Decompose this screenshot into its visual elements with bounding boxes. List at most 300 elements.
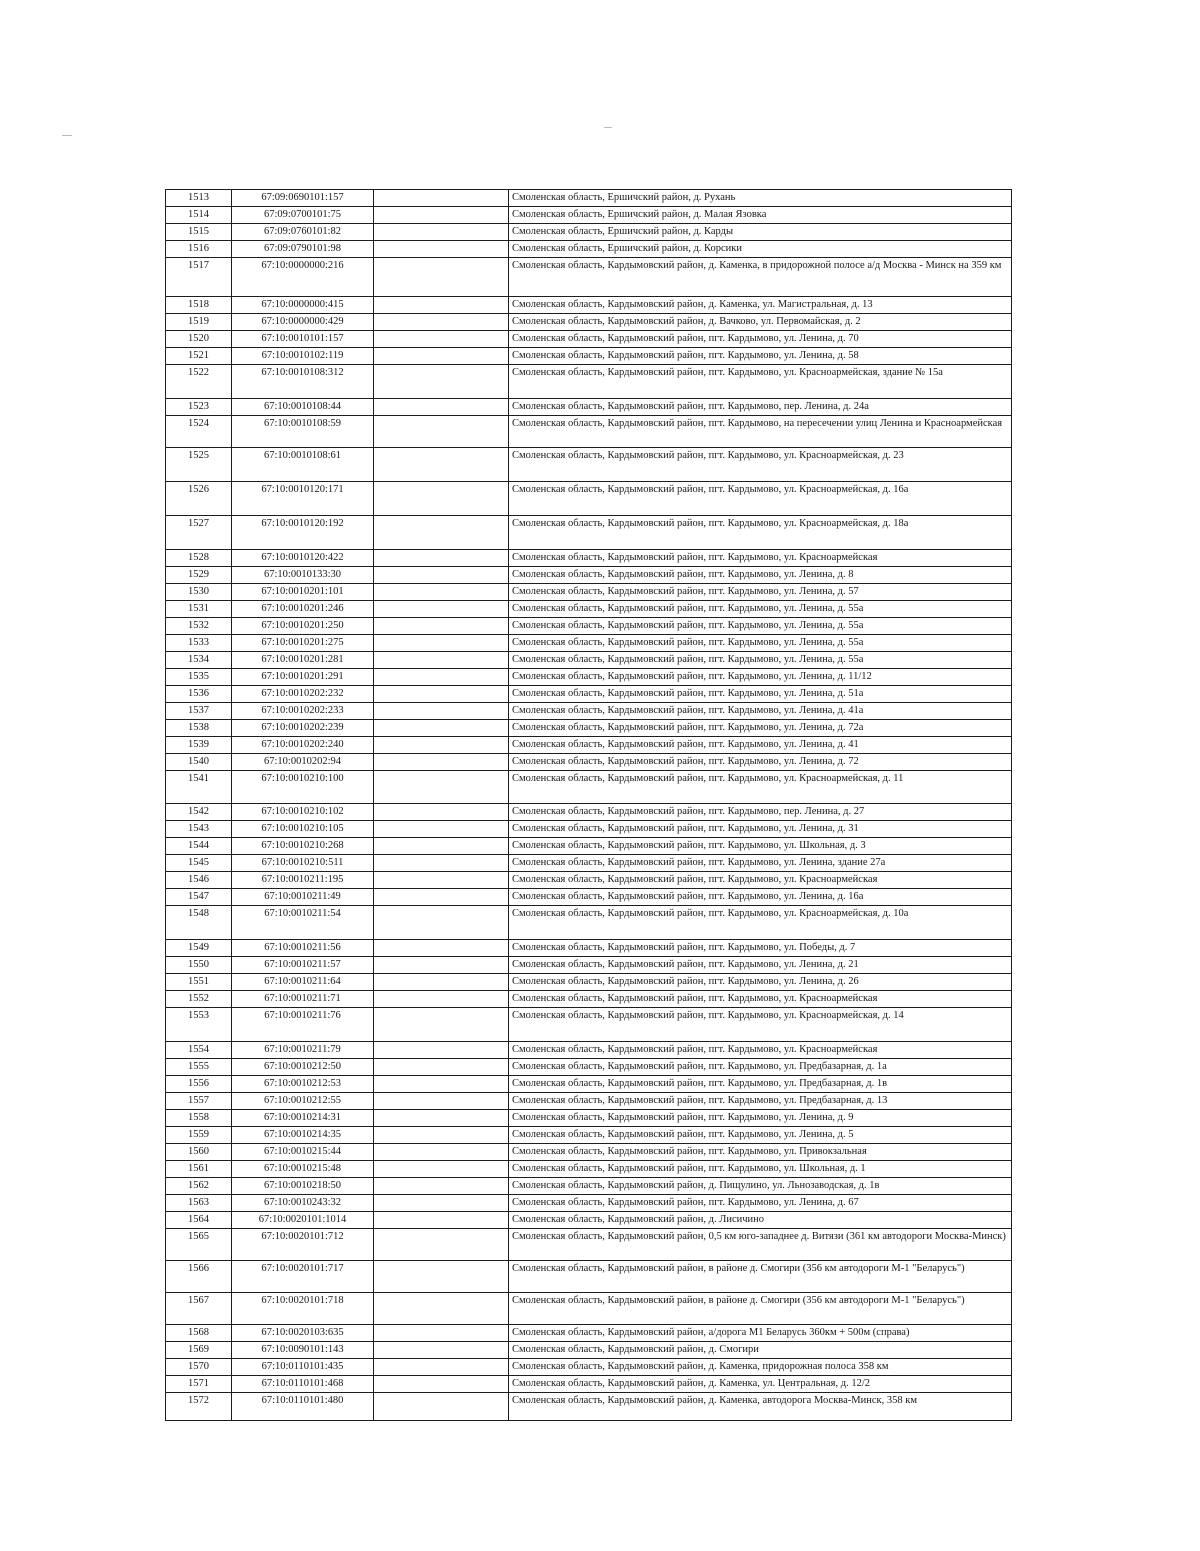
table-row: [166, 720, 1012, 737]
address-cell: Смоленская область, Кардымовский район, пгт. Кардымово, ул. Ленина, д. 55а: [509, 652, 1012, 669]
row-number-cell: 1559: [166, 1127, 232, 1144]
address-cell: Смоленская область, Кардымовский район, пгт. Кардымово, на пересечении улиц Ленина и Красноармейская: [509, 416, 1012, 448]
cadastral-number-cell: 67:10:0010108:59: [232, 416, 374, 448]
row-number-cell: 1522: [166, 365, 232, 399]
empty-cell: [374, 516, 509, 550]
cadastral-number-cell: 67:10:0010210:100: [232, 771, 374, 804]
address-cell: Смоленская область, Кардымовский район, пгт. Кардымово, ул. Красноармейская, д. 14: [509, 1008, 1012, 1042]
cadastral-number-cell: 67:10:0010201:250: [232, 618, 374, 635]
row-number-cell: 1557: [166, 1093, 232, 1110]
row-number-cell: 1567: [166, 1293, 232, 1325]
row-number-cell: 1520: [166, 331, 232, 348]
row-number-cell: 1550: [166, 957, 232, 974]
table-row: [166, 974, 1012, 991]
address-cell: Смоленская область, Кардымовский район, пгт. Кардымово, ул. Ленина, д. 67: [509, 1195, 1012, 1212]
cadastral-number-cell: 67:10:0010210:511: [232, 855, 374, 872]
row-number-cell: 1545: [166, 855, 232, 872]
address-cell: Смоленская область, Кардымовский район, пгт. Кардымово, ул. Предбазарная, д. 13: [509, 1093, 1012, 1110]
table-row: [166, 957, 1012, 974]
empty-cell: [374, 618, 509, 635]
empty-cell: [374, 1042, 509, 1059]
row-number-cell: 1526: [166, 482, 232, 516]
row-number-cell: 1554: [166, 1042, 232, 1059]
empty-cell: [374, 550, 509, 567]
empty-cell: [374, 1212, 509, 1229]
cadastral-number-cell: 67:10:0010211:49: [232, 889, 374, 906]
empty-cell: [374, 567, 509, 584]
table-row: [166, 1376, 1012, 1393]
empty-cell: [374, 838, 509, 855]
empty-cell: [374, 1229, 509, 1261]
address-cell: Смоленская область, Кардымовский район, пгт. Кардымово, ул. Привокзальная: [509, 1144, 1012, 1161]
table-row: [166, 771, 1012, 804]
address-cell: Смоленская область, Кардымовский район, пгт. Кардымово, ул. Красноармейская, д. 11: [509, 771, 1012, 804]
row-number-cell: 1544: [166, 838, 232, 855]
address-cell: Смоленская область, Кардымовский район, пгт. Кардымово, ул. Красноармейская: [509, 872, 1012, 889]
empty-cell: [374, 821, 509, 838]
table-row: [166, 190, 1012, 207]
empty-cell: [374, 872, 509, 889]
row-number-cell: 1551: [166, 974, 232, 991]
address-cell: Смоленская область, Кардымовский район, пгт. Кардымово, ул. Ленина, д. 26: [509, 974, 1012, 991]
cadastral-number-cell: 67:10:0010211:76: [232, 1008, 374, 1042]
row-number-cell: 1561: [166, 1161, 232, 1178]
row-number-cell: 1530: [166, 584, 232, 601]
table-row: [166, 635, 1012, 652]
address-cell: Смоленская область, Кардымовский район, пгт. Кардымово, ул. Красноармейская, здание № 15а: [509, 365, 1012, 399]
row-number-cell: 1566: [166, 1261, 232, 1293]
table-row: [166, 1393, 1012, 1421]
table-row: [166, 1093, 1012, 1110]
address-cell: Смоленская область, Кардымовский район, пгт. Кардымово, ул. Ленина, д. 9: [509, 1110, 1012, 1127]
cadastral-number-cell: 67:09:0700101:75: [232, 207, 374, 224]
table-row: [166, 1144, 1012, 1161]
row-number-cell: 1518: [166, 297, 232, 314]
table-row: [166, 224, 1012, 241]
cadastral-number-cell: 67:10:0000000:415: [232, 297, 374, 314]
address-cell: Смоленская область, Кардымовский район, д. Каменка, автодорога Москва-Минск, 358 км: [509, 1393, 1012, 1421]
table-row: [166, 991, 1012, 1008]
cadastral-number-cell: 67:10:0010202:233: [232, 703, 374, 720]
registry-table: [165, 189, 1012, 1421]
address-cell: Смоленская область, Кардымовский район, пгт. Кардымово, ул. Ленина, д. 72а: [509, 720, 1012, 737]
address-cell: Смоленская область, Ершичский район, д. Карды: [509, 224, 1012, 241]
row-number-cell: 1524: [166, 416, 232, 448]
table-row: [166, 838, 1012, 855]
address-cell: Смоленская область, Кардымовский район, пгт. Кардымово, пер. Ленина, д. 24а: [509, 399, 1012, 416]
cadastral-number-cell: 67:10:0020101:712: [232, 1229, 374, 1261]
row-number-cell: 1529: [166, 567, 232, 584]
table-row: [166, 1042, 1012, 1059]
table-row: [166, 872, 1012, 889]
cadastral-number-cell: 67:10:0010211:56: [232, 940, 374, 957]
empty-cell: [374, 1359, 509, 1376]
empty-cell: [374, 584, 509, 601]
table-row: [166, 1229, 1012, 1261]
empty-cell: [374, 1293, 509, 1325]
cadastral-number-cell: 67:10:0010201:275: [232, 635, 374, 652]
row-number-cell: 1525: [166, 448, 232, 482]
address-cell: Смоленская область, Кардымовский район, пгт. Кардымово, ул. Ленина, д. 72: [509, 754, 1012, 771]
address-cell: Смоленская область, Кардымовский район, пгт. Кардымово, ул. Ленина, д. 58: [509, 348, 1012, 365]
address-cell: Смоленская область, Кардымовский район, пгт. Кардымово, ул. Ленина, д. 41: [509, 737, 1012, 754]
empty-cell: [374, 1261, 509, 1293]
table-row: [166, 754, 1012, 771]
address-cell: Смоленская область, Кардымовский район, д. Каменка, ул. Магистральная, д. 13: [509, 297, 1012, 314]
table-row: [166, 804, 1012, 821]
empty-cell: [374, 1110, 509, 1127]
empty-cell: [374, 635, 509, 652]
address-cell: Смоленская область, Кардымовский район, пгт. Кардымово, ул. Школьная, д. 1: [509, 1161, 1012, 1178]
cadastral-number-cell: 67:10:0010212:53: [232, 1076, 374, 1093]
empty-cell: [374, 365, 509, 399]
address-cell: Смоленская область, Кардымовский район, пгт. Кардымово, ул. Ленина, здание 27а: [509, 855, 1012, 872]
cadastral-number-cell: 67:10:0010120:422: [232, 550, 374, 567]
table-row: [166, 1008, 1012, 1042]
empty-cell: [374, 720, 509, 737]
cadastral-number-cell: 67:10:0000000:429: [232, 314, 374, 331]
table-row: [166, 297, 1012, 314]
row-number-cell: 1536: [166, 686, 232, 703]
table-row: [166, 1325, 1012, 1342]
row-number-cell: 1556: [166, 1076, 232, 1093]
table-row: [166, 399, 1012, 416]
empty-cell: [374, 297, 509, 314]
table-row: [166, 686, 1012, 703]
address-cell: Смоленская область, Кардымовский район, пгт. Кардымово, ул. Красноармейская: [509, 550, 1012, 567]
row-number-cell: 1568: [166, 1325, 232, 1342]
empty-cell: [374, 1393, 509, 1421]
address-cell: Смоленская область, Кардымовский район, пгт. Кардымово, ул. Ленина, д. 55а: [509, 635, 1012, 652]
row-number-cell: 1562: [166, 1178, 232, 1195]
address-cell: Смоленская область, Кардымовский район, 0,5 км юго-западнее д. Витязи (361 км автодороги Москва-Минск): [509, 1229, 1012, 1261]
empty-cell: [374, 482, 509, 516]
scan-mark: [62, 135, 72, 136]
row-number-cell: 1569: [166, 1342, 232, 1359]
table-row: [166, 889, 1012, 906]
row-number-cell: 1534: [166, 652, 232, 669]
address-cell: Смоленская область, Кардымовский район, д. Смогири: [509, 1342, 1012, 1359]
empty-cell: [374, 1059, 509, 1076]
table-row: [166, 821, 1012, 838]
address-cell: Смоленская область, Кардымовский район, д. Вачково, ул. Первомайская, д. 2: [509, 314, 1012, 331]
empty-cell: [374, 601, 509, 618]
row-number-cell: 1558: [166, 1110, 232, 1127]
cadastral-number-cell: 67:10:0010210:268: [232, 838, 374, 855]
row-number-cell: 1549: [166, 940, 232, 957]
registry-table-body: [166, 190, 1012, 1421]
row-number-cell: 1572: [166, 1393, 232, 1421]
empty-cell: [374, 974, 509, 991]
table-row: [166, 1293, 1012, 1325]
empty-cell: [374, 258, 509, 297]
empty-cell: [374, 1008, 509, 1042]
row-number-cell: 1564: [166, 1212, 232, 1229]
table-row: [166, 516, 1012, 550]
row-number-cell: 1523: [166, 399, 232, 416]
empty-cell: [374, 669, 509, 686]
table-row: [166, 1195, 1012, 1212]
table-row: [166, 348, 1012, 365]
address-cell: Смоленская область, Кардымовский район, пгт. Кардымово, ул. Ленина, д. 51а: [509, 686, 1012, 703]
table-row: [166, 258, 1012, 297]
cadastral-number-cell: 67:10:0010201:281: [232, 652, 374, 669]
cadastral-number-cell: 67:10:0020101:1014: [232, 1212, 374, 1229]
empty-cell: [374, 889, 509, 906]
address-cell: Смоленская область, Кардымовский район, пгт. Кардымово, пер. Ленина, д. 27: [509, 804, 1012, 821]
address-cell: Смоленская область, Кардымовский район, пгт. Кардымово, ул. Красноармейская: [509, 1042, 1012, 1059]
cadastral-number-cell: 67:10:0020103:635: [232, 1325, 374, 1342]
empty-cell: [374, 1178, 509, 1195]
cadastral-number-cell: 67:10:0010215:48: [232, 1161, 374, 1178]
empty-cell: [374, 1127, 509, 1144]
address-cell: Смоленская область, Кардымовский район, пгт. Кардымово, ул. Красноармейская, д. 23: [509, 448, 1012, 482]
cadastral-number-cell: 67:10:0010108:312: [232, 365, 374, 399]
cadastral-number-cell: 67:09:0690101:157: [232, 190, 374, 207]
table-row: [166, 416, 1012, 448]
empty-cell: [374, 1144, 509, 1161]
empty-cell: [374, 771, 509, 804]
empty-cell: [374, 1325, 509, 1342]
row-number-cell: 1527: [166, 516, 232, 550]
cadastral-number-cell: 67:10:0010214:31: [232, 1110, 374, 1127]
cadastral-number-cell: 67:10:0010120:192: [232, 516, 374, 550]
table-row: [166, 241, 1012, 258]
cadastral-number-cell: 67:10:0010212:50: [232, 1059, 374, 1076]
table-row: [166, 1359, 1012, 1376]
empty-cell: [374, 224, 509, 241]
table-row: [166, 1161, 1012, 1178]
cadastral-number-cell: 67:10:0010201:246: [232, 601, 374, 618]
cadastral-number-cell: 67:10:0010243:32: [232, 1195, 374, 1212]
table-row: [166, 1059, 1012, 1076]
cadastral-number-cell: 67:10:0010101:157: [232, 331, 374, 348]
address-cell: Смоленская область, Кардымовский район, пгт. Кардымово, ул. Ленина, д. 31: [509, 821, 1012, 838]
table-row: [166, 1342, 1012, 1359]
empty-cell: [374, 207, 509, 224]
row-number-cell: 1565: [166, 1229, 232, 1261]
row-number-cell: 1517: [166, 258, 232, 297]
row-number-cell: 1528: [166, 550, 232, 567]
table-row: [166, 448, 1012, 482]
table-row: [166, 618, 1012, 635]
row-number-cell: 1519: [166, 314, 232, 331]
cadastral-number-cell: 67:10:0010218:50: [232, 1178, 374, 1195]
cadastral-number-cell: 67:10:0010211:71: [232, 991, 374, 1008]
row-number-cell: 1515: [166, 224, 232, 241]
address-cell: Смоленская область, Кардымовский район, пгт. Кардымово, ул. Ленина, д. 70: [509, 331, 1012, 348]
row-number-cell: 1541: [166, 771, 232, 804]
address-cell: Смоленская область, Кардымовский район, пгт. Кардымово, ул. Предбазарная, д. 1а: [509, 1059, 1012, 1076]
empty-cell: [374, 348, 509, 365]
empty-cell: [374, 855, 509, 872]
cadastral-number-cell: 67:10:0010133:30: [232, 567, 374, 584]
cadastral-number-cell: 67:10:0010108:61: [232, 448, 374, 482]
row-number-cell: 1570: [166, 1359, 232, 1376]
table-row: [166, 652, 1012, 669]
address-cell: Смоленская область, Кардымовский район, пгт. Кардымово, ул. Ленина, д. 11/12: [509, 669, 1012, 686]
empty-cell: [374, 906, 509, 940]
address-cell: Смоленская область, Кардымовский район, пгт. Кардымово, ул. Красноармейская, д. 16а: [509, 482, 1012, 516]
row-number-cell: 1547: [166, 889, 232, 906]
cadastral-number-cell: 67:10:0010211:54: [232, 906, 374, 940]
row-number-cell: 1535: [166, 669, 232, 686]
empty-cell: [374, 241, 509, 258]
cadastral-number-cell: 67:10:0110101:468: [232, 1376, 374, 1393]
address-cell: Смоленская область, Кардымовский район, пгт. Кардымово, ул. Красноармейская: [509, 991, 1012, 1008]
empty-cell: [374, 991, 509, 1008]
empty-cell: [374, 703, 509, 720]
address-cell: Смоленская область, Кардымовский район, пгт. Кардымово, ул. Предбазарная, д. 1в: [509, 1076, 1012, 1093]
cadastral-number-cell: 67:10:0010202:232: [232, 686, 374, 703]
empty-cell: [374, 190, 509, 207]
address-cell: Смоленская область, Кардымовский район, пгт. Кардымово, ул. Ленина, д. 57: [509, 584, 1012, 601]
table-row: [166, 567, 1012, 584]
row-number-cell: 1521: [166, 348, 232, 365]
empty-cell: [374, 1093, 509, 1110]
empty-cell: [374, 1076, 509, 1093]
address-cell: Смоленская область, Кардымовский район, пгт. Кардымово, ул. Ленина, д. 16а: [509, 889, 1012, 906]
empty-cell: [374, 940, 509, 957]
address-cell: Смоленская область, Кардымовский район, в районе д. Смогири (356 км автодороги М-1 "Беларусь"): [509, 1261, 1012, 1293]
row-number-cell: 1531: [166, 601, 232, 618]
table-row: [166, 1110, 1012, 1127]
row-number-cell: 1538: [166, 720, 232, 737]
table-row: [166, 331, 1012, 348]
table-row: [166, 1212, 1012, 1229]
address-cell: Смоленская область, Кардымовский район, пгт. Кардымово, ул. Ленина, д. 8: [509, 567, 1012, 584]
row-number-cell: 1539: [166, 737, 232, 754]
address-cell: Смоленская область, Кардымовский район, пгт. Кардымово, ул. Ленина, д. 5: [509, 1127, 1012, 1144]
cadastral-number-cell: 67:10:0090101:143: [232, 1342, 374, 1359]
address-cell: Смоленская область, Ершичский район, д. Малая Язовка: [509, 207, 1012, 224]
address-cell: Смоленская область, Кардымовский район, д. Каменка, в придорожной полосе а/д Москва - Минск на 359 км: [509, 258, 1012, 297]
empty-cell: [374, 1342, 509, 1359]
table-row: [166, 669, 1012, 686]
address-cell: Смоленская область, Кардымовский район, д. Каменка, придорожная полоса 358 км: [509, 1359, 1012, 1376]
address-cell: Смоленская область, Кардымовский район, д. Пищулино, ул. Льнозаводская, д. 1в: [509, 1178, 1012, 1195]
address-cell: Смоленская область, Кардымовский район, пгт. Кардымово, ул. Ленина, д. 41а: [509, 703, 1012, 720]
empty-cell: [374, 1195, 509, 1212]
row-number-cell: 1543: [166, 821, 232, 838]
cadastral-number-cell: 67:10:0010201:291: [232, 669, 374, 686]
address-cell: Смоленская область, Кардымовский район, в районе д. Смогири (356 км автодороги М-1 "Беларусь"): [509, 1293, 1012, 1325]
empty-cell: [374, 957, 509, 974]
cadastral-number-cell: 67:10:0020101:717: [232, 1261, 374, 1293]
cadastral-number-cell: 67:10:0010210:105: [232, 821, 374, 838]
row-number-cell: 1552: [166, 991, 232, 1008]
row-number-cell: 1546: [166, 872, 232, 889]
row-number-cell: 1516: [166, 241, 232, 258]
cadastral-number-cell: 67:10:0020101:718: [232, 1293, 374, 1325]
row-number-cell: 1553: [166, 1008, 232, 1042]
cadastral-number-cell: 67:10:0010211:57: [232, 957, 374, 974]
cadastral-number-cell: 67:10:0110101:435: [232, 1359, 374, 1376]
row-number-cell: 1542: [166, 804, 232, 821]
cadastral-number-cell: 67:10:0000000:216: [232, 258, 374, 297]
table-row: [166, 1076, 1012, 1093]
table-row: [166, 1127, 1012, 1144]
address-cell: Смоленская область, Кардымовский район, пгт. Кардымово, ул. Красноармейская, д. 10а: [509, 906, 1012, 940]
cadastral-number-cell: 67:10:0010211:79: [232, 1042, 374, 1059]
empty-cell: [374, 737, 509, 754]
cadastral-number-cell: 67:10:0010214:35: [232, 1127, 374, 1144]
scan-mark: [604, 127, 612, 128]
cadastral-number-cell: 67:10:0010215:44: [232, 1144, 374, 1161]
address-cell: Смоленская область, Кардымовский район, пгт. Кардымово, ул. Победы, д. 7: [509, 940, 1012, 957]
address-cell: Смоленская область, Ершичский район, д. Рухань: [509, 190, 1012, 207]
table-row: [166, 940, 1012, 957]
row-number-cell: 1571: [166, 1376, 232, 1393]
address-cell: Смоленская область, Кардымовский район, пгт. Кардымово, ул. Ленина, д. 21: [509, 957, 1012, 974]
row-number-cell: 1532: [166, 618, 232, 635]
empty-cell: [374, 804, 509, 821]
row-number-cell: 1555: [166, 1059, 232, 1076]
table-row: [166, 314, 1012, 331]
row-number-cell: 1537: [166, 703, 232, 720]
empty-cell: [374, 416, 509, 448]
cadastral-number-cell: 67:09:0760101:82: [232, 224, 374, 241]
table-row: [166, 584, 1012, 601]
table-row: [166, 365, 1012, 399]
cadastral-number-cell: 67:10:0010120:171: [232, 482, 374, 516]
empty-cell: [374, 399, 509, 416]
table-row: [166, 1178, 1012, 1195]
table-row: [166, 601, 1012, 618]
table-row: [166, 482, 1012, 516]
address-cell: Смоленская область, Кардымовский район, пгт. Кардымово, ул. Ленина, д. 55а: [509, 618, 1012, 635]
row-number-cell: 1548: [166, 906, 232, 940]
cadastral-number-cell: 67:10:0010102:119: [232, 348, 374, 365]
table-row: [166, 207, 1012, 224]
empty-cell: [374, 1161, 509, 1178]
cadastral-number-cell: 67:10:0010202:240: [232, 737, 374, 754]
row-number-cell: 1533: [166, 635, 232, 652]
empty-cell: [374, 314, 509, 331]
empty-cell: [374, 686, 509, 703]
empty-cell: [374, 331, 509, 348]
cadastral-number-cell: 67:10:0010201:101: [232, 584, 374, 601]
address-cell: Смоленская область, Кардымовский район, а/дорога М1 Беларусь 360км + 500м (справа): [509, 1325, 1012, 1342]
cadastral-number-cell: 67:10:0110101:480: [232, 1393, 374, 1421]
empty-cell: [374, 448, 509, 482]
row-number-cell: 1514: [166, 207, 232, 224]
address-cell: Смоленская область, Ершичский район, д. Корсики: [509, 241, 1012, 258]
cadastral-number-cell: 67:10:0010202:94: [232, 754, 374, 771]
address-cell: Смоленская область, Кардымовский район, д. Лисичино: [509, 1212, 1012, 1229]
table-row: [166, 550, 1012, 567]
cadastral-number-cell: 67:09:0790101:98: [232, 241, 374, 258]
address-cell: Смоленская область, Кардымовский район, пгт. Кардымово, ул. Ленина, д. 55а: [509, 601, 1012, 618]
address-cell: Смоленская область, Кардымовский район, д. Каменка, ул. Центральная, д. 12/2: [509, 1376, 1012, 1393]
table-row: [166, 855, 1012, 872]
table-row: [166, 737, 1012, 754]
cadastral-number-cell: 67:10:0010211:64: [232, 974, 374, 991]
empty-cell: [374, 754, 509, 771]
row-number-cell: 1563: [166, 1195, 232, 1212]
empty-cell: [374, 652, 509, 669]
cadastral-number-cell: 67:10:0010212:55: [232, 1093, 374, 1110]
row-number-cell: 1513: [166, 190, 232, 207]
cadastral-number-cell: 67:10:0010108:44: [232, 399, 374, 416]
row-number-cell: 1540: [166, 754, 232, 771]
empty-cell: [374, 1376, 509, 1393]
cadastral-number-cell: 67:10:0010211:195: [232, 872, 374, 889]
table-row: [166, 1261, 1012, 1293]
cadastral-number-cell: 67:10:0010202:239: [232, 720, 374, 737]
row-number-cell: 1560: [166, 1144, 232, 1161]
table-row: [166, 703, 1012, 720]
